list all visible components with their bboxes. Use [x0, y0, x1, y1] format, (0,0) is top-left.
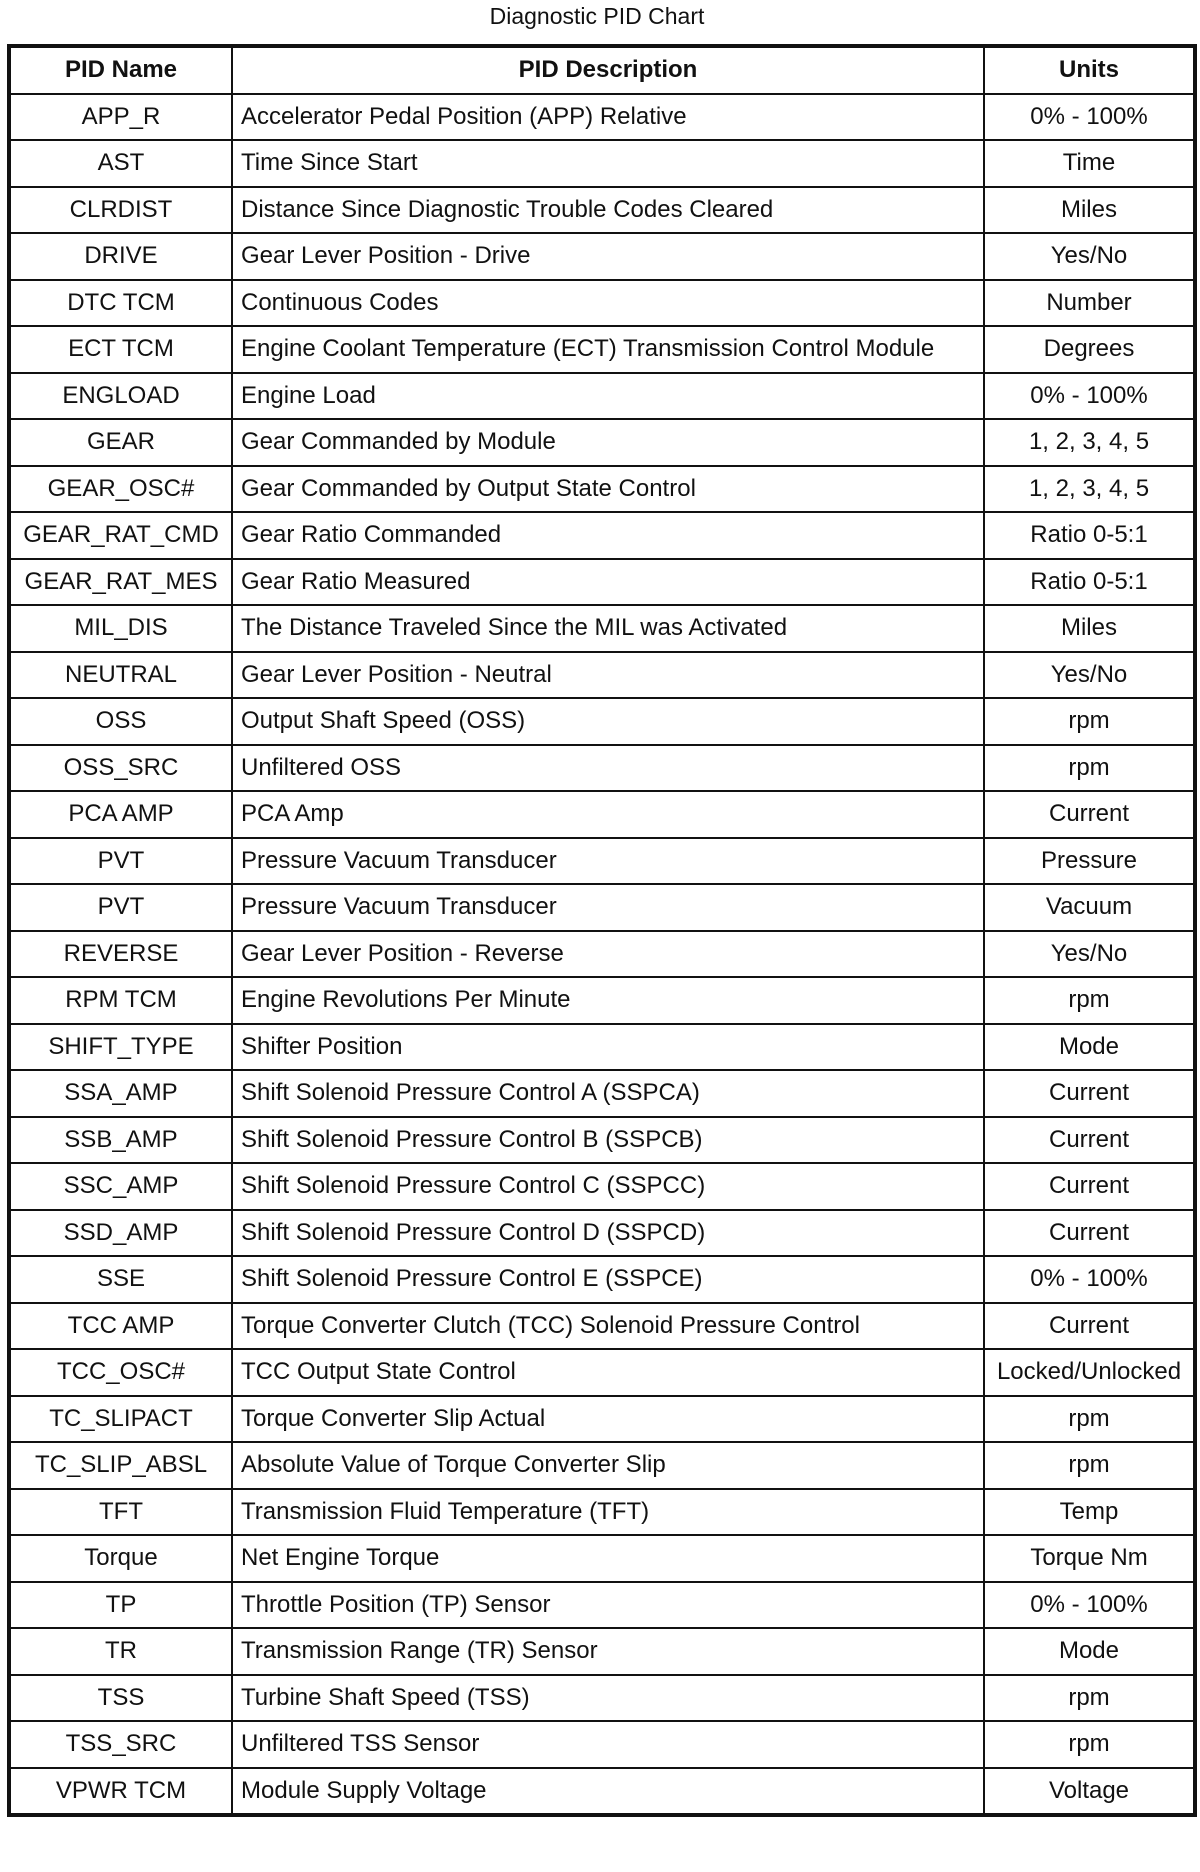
table-row — [9, 373, 1195, 420]
table-row — [9, 512, 1195, 559]
table-row — [9, 1256, 1195, 1303]
pid-description-cell: Distance Since Diagnostic Trouble Codes Cleared — [232, 187, 984, 234]
pid-name-cell: VPWR TCM — [9, 1768, 232, 1816]
pid-name-cell: TFT — [9, 1489, 232, 1536]
pid-name-cell: GEAR_OSC# — [9, 466, 232, 513]
pid-name-cell: GEAR_RAT_CMD — [9, 512, 232, 559]
pid-description-cell: Gear Lever Position - Neutral — [232, 652, 984, 699]
pid-name-cell: SHIFT_TYPE — [9, 1024, 232, 1071]
pid-description-cell: Gear Ratio Measured — [232, 559, 984, 606]
pid-description-cell: Shift Solenoid Pressure Control D (SSPCD) — [232, 1210, 984, 1257]
pid-description-cell: Transmission Range (TR) Sensor — [232, 1628, 984, 1675]
pid-description-cell: Shift Solenoid Pressure Control E (SSPCE) — [232, 1256, 984, 1303]
pid-units-cell: Miles — [984, 605, 1195, 652]
pid-units-cell: Torque Nm — [984, 1535, 1195, 1582]
pid-units-cell: rpm — [984, 1442, 1195, 1489]
table-row — [9, 1396, 1195, 1443]
pid-units-cell: Yes/No — [984, 931, 1195, 978]
pid-units-cell: rpm — [984, 977, 1195, 1024]
pid-units-cell: Current — [984, 791, 1195, 838]
pid-name-cell: ENGLOAD — [9, 373, 232, 420]
table-row — [9, 698, 1195, 745]
pid-units-cell: 0% - 100% — [984, 1256, 1195, 1303]
pid-table — [7, 44, 1197, 1817]
pid-description-cell: Gear Ratio Commanded — [232, 512, 984, 559]
table-row — [9, 466, 1195, 513]
pid-units-cell: Mode — [984, 1024, 1195, 1071]
table-row — [9, 931, 1195, 978]
pid-description-cell: Engine Load — [232, 373, 984, 420]
pid-units-cell: Voltage — [984, 1768, 1195, 1816]
pid-name-cell: GEAR_RAT_MES — [9, 559, 232, 606]
pid-description-cell: Absolute Value of Torque Converter Slip — [232, 1442, 984, 1489]
pid-description-cell: Torque Converter Clutch (TCC) Solenoid Pressure Control — [232, 1303, 984, 1350]
pid-description-cell: Gear Commanded by Output State Control — [232, 466, 984, 513]
pid-name-cell: TC_SLIP_ABSL — [9, 1442, 232, 1489]
header-units: Units — [984, 46, 1195, 94]
table-row — [9, 1024, 1195, 1071]
pid-units-cell: Pressure — [984, 838, 1195, 885]
table-row — [9, 140, 1195, 187]
table-row — [9, 233, 1195, 280]
pid-name-cell: REVERSE — [9, 931, 232, 978]
table-row — [9, 977, 1195, 1024]
pid-units-cell: Ratio 0-5:1 — [984, 512, 1195, 559]
pid-name-cell: SSB_AMP — [9, 1117, 232, 1164]
table-row — [9, 1582, 1195, 1629]
pid-description-cell: Time Since Start — [232, 140, 984, 187]
pid-name-cell: TSS_SRC — [9, 1721, 232, 1768]
pid-units-cell: Degrees — [984, 326, 1195, 373]
table-row — [9, 838, 1195, 885]
header-pid-name: PID Name — [9, 46, 232, 94]
pid-name-cell: TP — [9, 1582, 232, 1629]
pid-units-cell: rpm — [984, 1396, 1195, 1443]
table-row — [9, 652, 1195, 699]
table-row — [9, 745, 1195, 792]
pid-units-cell: Ratio 0-5:1 — [984, 559, 1195, 606]
pid-description-cell: The Distance Traveled Since the MIL was Activated — [232, 605, 984, 652]
pid-description-cell: Shift Solenoid Pressure Control A (SSPCA) — [232, 1070, 984, 1117]
pid-description-cell: Unfiltered OSS — [232, 745, 984, 792]
pid-name-cell: SSE — [9, 1256, 232, 1303]
pid-units-cell: 1, 2, 3, 4, 5 — [984, 419, 1195, 466]
pid-units-cell: Yes/No — [984, 652, 1195, 699]
pid-name-cell: NEUTRAL — [9, 652, 232, 699]
header-pid-description: PID Description — [232, 46, 984, 94]
table-row — [9, 187, 1195, 234]
pid-name-cell: DRIVE — [9, 233, 232, 280]
pid-units-cell: 0% - 100% — [984, 373, 1195, 420]
pid-units-cell: 0% - 100% — [984, 1582, 1195, 1629]
pid-units-cell: Vacuum — [984, 884, 1195, 931]
table-row — [9, 1628, 1195, 1675]
pid-name-cell: RPM TCM — [9, 977, 232, 1024]
pid-units-cell: Mode — [984, 1628, 1195, 1675]
pid-name-cell: OSS_SRC — [9, 745, 232, 792]
table-row — [9, 1349, 1195, 1396]
pid-name-cell: OSS — [9, 698, 232, 745]
pid-units-cell: Time — [984, 140, 1195, 187]
header-row — [9, 46, 1195, 94]
pid-units-cell: 1, 2, 3, 4, 5 — [984, 466, 1195, 513]
pid-units-cell: Current — [984, 1210, 1195, 1257]
table-row — [9, 1489, 1195, 1536]
pid-description-cell: Unfiltered TSS Sensor — [232, 1721, 984, 1768]
table-row — [9, 1535, 1195, 1582]
table-row — [9, 280, 1195, 327]
table-row — [9, 1070, 1195, 1117]
pid-name-cell: DTC TCM — [9, 280, 232, 327]
pid-units-cell: Current — [984, 1070, 1195, 1117]
pid-name-cell: SSC_AMP — [9, 1163, 232, 1210]
pid-description-cell: Transmission Fluid Temperature (TFT) — [232, 1489, 984, 1536]
pid-name-cell: TCC AMP — [9, 1303, 232, 1350]
table-row — [9, 605, 1195, 652]
pid-units-cell: rpm — [984, 1721, 1195, 1768]
table-row — [9, 1675, 1195, 1722]
pid-description-cell: Shifter Position — [232, 1024, 984, 1071]
pid-name-cell: TR — [9, 1628, 232, 1675]
pid-description-cell: Engine Coolant Temperature (ECT) Transmission Control Module — [232, 326, 984, 373]
pid-units-cell: rpm — [984, 1675, 1195, 1722]
pid-description-cell: TCC Output State Control — [232, 1349, 984, 1396]
pid-name-cell: GEAR — [9, 419, 232, 466]
pid-description-cell: Continuous Codes — [232, 280, 984, 327]
pid-name-cell: Torque — [9, 1535, 232, 1582]
pid-units-cell: Yes/No — [984, 233, 1195, 280]
pid-description-cell: Pressure Vacuum Transducer — [232, 884, 984, 931]
pid-units-cell: 0% - 100% — [984, 94, 1195, 141]
pid-description-cell: Gear Lever Position - Reverse — [232, 931, 984, 978]
pid-name-cell: CLRDIST — [9, 187, 232, 234]
table-row — [9, 1117, 1195, 1164]
table-row — [9, 1442, 1195, 1489]
pid-description-cell: Torque Converter Slip Actual — [232, 1396, 984, 1443]
table-row — [9, 1163, 1195, 1210]
pid-units-cell: Current — [984, 1117, 1195, 1164]
pid-description-cell: Shift Solenoid Pressure Control C (SSPCC) — [232, 1163, 984, 1210]
pid-units-cell: Current — [984, 1303, 1195, 1350]
pid-units-cell: Locked/Unlocked — [984, 1349, 1195, 1396]
pid-units-cell: Temp — [984, 1489, 1195, 1536]
pid-units-cell: Miles — [984, 187, 1195, 234]
pid-name-cell: SSA_AMP — [9, 1070, 232, 1117]
table-row — [9, 1768, 1195, 1816]
table-row — [9, 326, 1195, 373]
table-body — [9, 94, 1195, 1816]
pid-description-cell: Gear Lever Position - Drive — [232, 233, 984, 280]
pid-name-cell: AST — [9, 140, 232, 187]
table-row — [9, 419, 1195, 466]
pid-description-cell: Accelerator Pedal Position (APP) Relative — [232, 94, 984, 141]
pid-name-cell: PVT — [9, 838, 232, 885]
pid-name-cell: SSD_AMP — [9, 1210, 232, 1257]
pid-name-cell: TSS — [9, 1675, 232, 1722]
pid-description-cell: Net Engine Torque — [232, 1535, 984, 1582]
pid-name-cell: PCA AMP — [9, 791, 232, 838]
pid-units-cell: Number — [984, 280, 1195, 327]
pid-name-cell: TCC_OSC# — [9, 1349, 232, 1396]
pid-description-cell: Turbine Shaft Speed (TSS) — [232, 1675, 984, 1722]
pid-description-cell: Throttle Position (TP) Sensor — [232, 1582, 984, 1629]
pid-description-cell: Engine Revolutions Per Minute — [232, 977, 984, 1024]
pid-description-cell: Gear Commanded by Module — [232, 419, 984, 466]
table-row — [9, 94, 1195, 141]
table-row — [9, 1210, 1195, 1257]
pid-description-cell: Module Supply Voltage — [232, 1768, 984, 1816]
pid-description-cell: Output Shaft Speed (OSS) — [232, 698, 984, 745]
pid-name-cell: TC_SLIPACT — [9, 1396, 232, 1443]
table-row — [9, 884, 1195, 931]
table-row — [9, 559, 1195, 606]
chart-title: Diagnostic PID Chart — [489, 3, 705, 29]
pid-description-cell: Shift Solenoid Pressure Control B (SSPCB) — [232, 1117, 984, 1164]
pid-name-cell: ECT TCM — [9, 326, 232, 373]
pid-units-cell: rpm — [984, 698, 1195, 745]
table-row — [9, 1303, 1195, 1350]
table-row — [9, 1721, 1195, 1768]
table-row — [9, 791, 1195, 838]
pid-units-cell: Current — [984, 1163, 1195, 1210]
pid-name-cell: APP_R — [9, 94, 232, 141]
pid-description-cell: Pressure Vacuum Transducer — [232, 838, 984, 885]
pid-name-cell: PVT — [9, 884, 232, 931]
pid-description-cell: PCA Amp — [232, 791, 984, 838]
pid-units-cell: rpm — [984, 745, 1195, 792]
pid-name-cell: MIL_DIS — [9, 605, 232, 652]
